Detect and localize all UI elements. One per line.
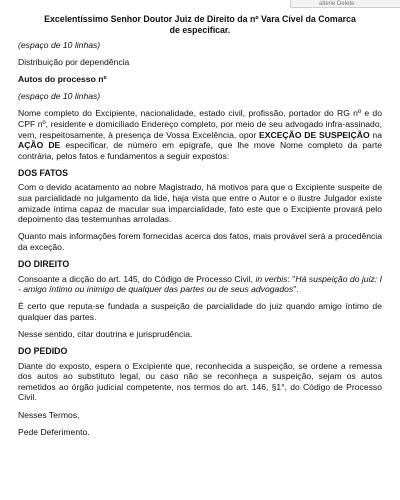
pedido-paragraph: Diante do exposto, espera o Excipiente que, reconhecida a suspeição, se ordene a remessa dos autos ao substituto legal, ou caso não se reconheça a suspeição, sejam os autos remetidos ao órgão judicial competente, nos termos do art. 146, §1°, do Código de Processo Civil.	[18, 360, 382, 403]
direito-paragraph-2: É certo que reputa-se fundada a suspeição de parcialidade do juiz quando amigo íntimo de qualquer das partes.	[18, 301, 382, 322]
title-line-2: de especificar.	[169, 25, 231, 35]
direito-paragraph-1	[18, 274, 382, 295]
intro-text-c: na	[369, 129, 382, 140]
heading-pedido: DO PEDIDO	[18, 346, 68, 357]
spacing-note-2: (espaço de 10 linhas)	[18, 91, 101, 102]
direito-text-e: ".	[293, 284, 299, 295]
direito-text-a: Consoante a dicção do art. 145, do Código de Processo Civil,	[18, 273, 256, 284]
direito-text-b: in verbis	[255, 273, 288, 284]
case-number-line: Autos do processo nº	[18, 74, 107, 85]
document-title	[18, 14, 382, 36]
spacing-note-1: (espaço de 10 linhas)	[18, 40, 101, 50]
title-line-1: Excelentíssimo Senhor Doutor Juiz de Direito da nº Vara Cível da Comarca	[44, 14, 356, 24]
fatos-paragraph-1: Com o devido acatamento ao nobre Magistrado, há motivos para que o Excipiente suspeite de sua parcialidade no julgamento da lide, haja vista que entre o Autor e o ilustre Julgador existe amizade íntima capaz de macular sua imparcialidade, fato este que o Excipiente provará pelo depoimento das testemunhas arroladas.	[18, 182, 382, 225]
fatos-paragraph-2: Quanto mais informações forem fornecidas acerca dos fatos, mais provável será a procedência da exceção.	[18, 231, 382, 252]
action-label: AÇÃO DE	[18, 140, 61, 151]
closing-line-1: Nesses Termos,	[18, 409, 80, 420]
intro-text-e: especificar, de número em epígrafe, que lhe move Nome completo da parte contrária, pelos fatos e fundamentos a seguir expostos:	[18, 140, 382, 161]
document-page	[18, 14, 382, 444]
direito-paragraph-3: Nesse sentido, citar doutrina e jurisprudência.	[18, 328, 193, 339]
closing-line-2: Pede Deferimento.	[18, 426, 90, 437]
intro-text-a: Nome completo do Excipiente, nacionalidade, estado civil, profissão, portador do RG nº e do CPF nº, residente e domiciliado Endereço completo, por meio de seu advogado infra-assinado, vem, respeitosamente, à presença de Vossa Excelência, opor	[18, 108, 382, 140]
corner-tag: alterie Delete	[290, 0, 400, 8]
direito-text-c: : "	[287, 273, 296, 284]
intro-paragraph	[18, 108, 382, 161]
direito-quote: Há suspeição do juiz: I - amigo íntimo ou inimigo de qualquer das partes ou de seus advogados	[18, 273, 382, 295]
exception-title: EXCEÇÃO DE SUSPEIÇÃO	[259, 129, 370, 140]
heading-direito: DO DIREITO	[18, 259, 70, 269]
heading-fatos: DOS FATOS	[18, 167, 69, 178]
distribution-line: Distribuição por dependência	[18, 57, 130, 68]
